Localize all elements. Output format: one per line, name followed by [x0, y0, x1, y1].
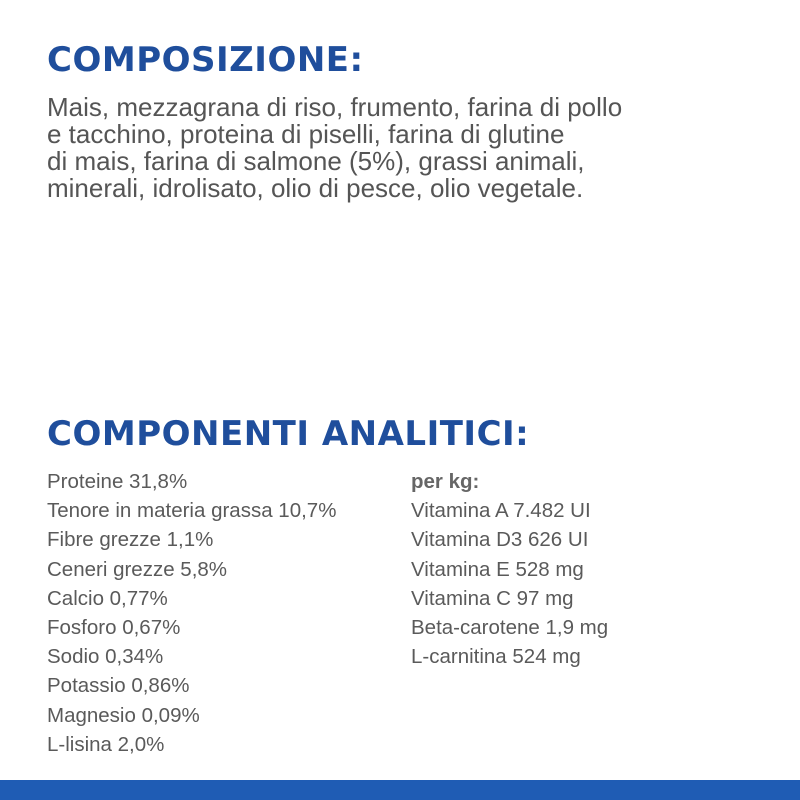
list-item: Vitamina A 7.482 UI: [411, 499, 591, 523]
list-item: Vitamina E 528 mg: [411, 557, 584, 581]
bottom-bar: [0, 780, 800, 800]
list-item: Fibre grezze 1,1%: [47, 528, 214, 552]
composition-line: minerali, idrolisato, olio di pesce, olio vegetale.: [47, 173, 584, 203]
list-item: Vitamina C 97 mg: [411, 586, 574, 610]
list-item: Fosforo 0,67%: [47, 615, 181, 639]
list-item: Vitamina D3 626 UI: [411, 528, 589, 552]
list-item: Ceneri grezze 5,8%: [47, 557, 228, 581]
analytical-list: [47, 467, 336, 759]
list-item: L-lisina 2,0%: [47, 732, 165, 756]
per-kg-title: per kg:: [411, 470, 480, 493]
composition-line: di mais, farina di salmone (5%), grassi animali,: [47, 146, 585, 176]
list-item: Proteine 31,8%: [47, 470, 188, 493]
composition-heading: COMPOSIZIONE:: [47, 40, 364, 80]
list-item: Sodio 0,34%: [47, 645, 164, 669]
composition-line: Mais, mezzagrana di riso, frumento, farina di pollo: [47, 92, 623, 122]
list-item: Tenore in materia grassa 10,7%: [47, 499, 337, 523]
list-item: Calcio 0,77%: [47, 586, 168, 610]
list-item: L-carnitina 524 mg: [411, 645, 581, 669]
list-item: Potassio 0,86%: [47, 674, 190, 698]
composition-text: [47, 94, 787, 202]
list-item: Magnesio 0,09%: [47, 703, 200, 727]
composition-line: e tacchino, proteina di piselli, farina di glutine: [47, 119, 565, 149]
list-item: Beta-carotene 1,9 mg: [411, 615, 609, 639]
vitamin-list: [411, 467, 608, 671]
analytical-heading: COMPONENTI ANALITICI:: [47, 414, 530, 454]
